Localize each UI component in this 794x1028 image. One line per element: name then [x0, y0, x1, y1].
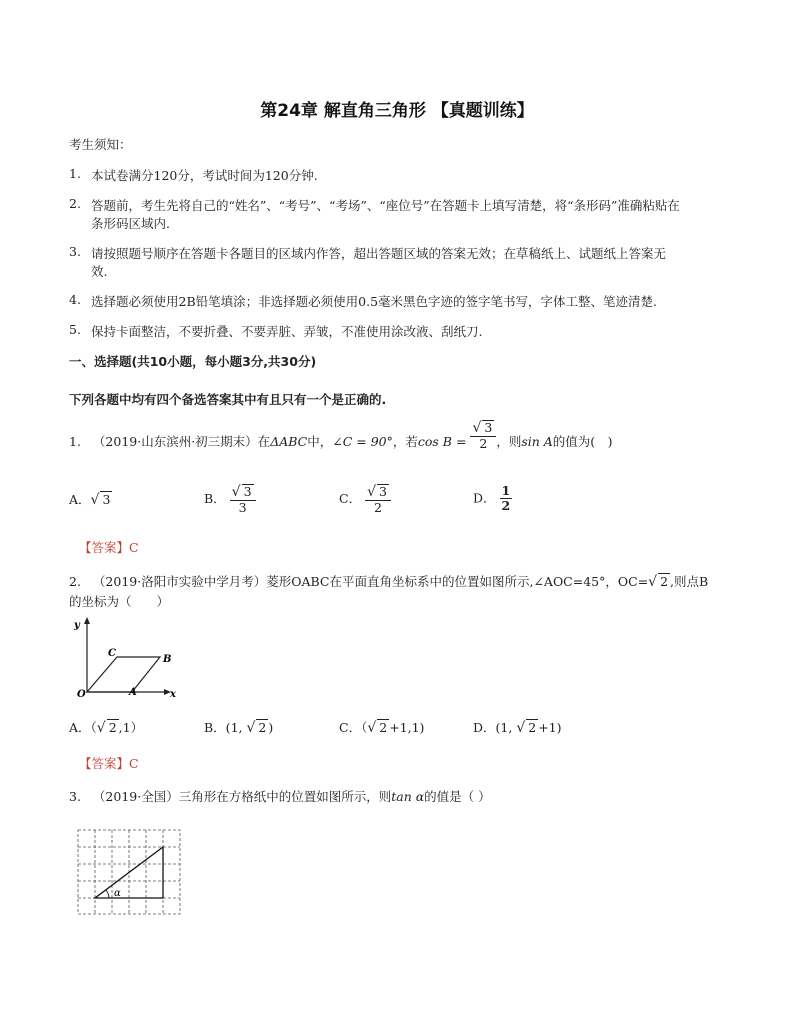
q2-label-c: C — [108, 648, 116, 659]
q2-option-c-post: +1,1) — [389, 720, 425, 735]
q1-option-c-den: 2 — [374, 500, 382, 516]
q3-num: 3. — [69, 789, 81, 804]
q1-cos: cos B = — [417, 434, 467, 449]
notice-text-1: 本试卷满分120分，考试时间为120分钟. — [91, 168, 318, 183]
q3-angle-arc — [106, 890, 109, 898]
q1-angle: ∠C = 90° — [332, 434, 393, 449]
q3-alpha-label: α — [114, 888, 121, 899]
question-2: 2. （2019·洛阳市实验中学月考）菱形OABC在平面直角坐标系中的位置如图所示,∠AOC=45°，OC=√ 2 ,则点B — [69, 574, 709, 590]
q3-text: （2019·全国）三角形在方格纸中的位置如图所示，则 — [92, 789, 392, 804]
notice-num-1: 1. — [69, 166, 81, 181]
q1-source: （2019·山东滨州·初三期末）在 — [92, 434, 271, 449]
notice-num-2: 2. — [69, 196, 81, 211]
q2-option-d[interactable]: D．(1, √ 2 +1) — [473, 720, 562, 736]
q1-options — [69, 484, 669, 524]
q2-option-b[interactable]: B．(1, √ 2 ) — [204, 720, 274, 736]
q1-option-c-label: C． — [339, 491, 362, 507]
notice-text-2: 答题前，考生先将自己的“姓名”、“考号”、“考场”、“座位号”在答题卡上填写清楚，将“条形码”准确粘贴在 — [91, 198, 680, 213]
q1-option-b[interactable] — [204, 484, 256, 515]
q1-frac-num: 3 — [484, 419, 493, 435]
notice-text-4: 选择题必须使用2B铅笔填涂；非选择题必须使用0.5毫米黑色字迹的签字笔书写，字体工整、笔迹清楚. — [91, 294, 657, 309]
q2-answer: 【答案】C — [79, 756, 139, 771]
question-1 — [69, 419, 613, 451]
section-instruction: 下列各题中均有四个备选答案其中有且只有一个是正确的. — [69, 392, 387, 407]
q1-option-a-value: 3 — [102, 492, 111, 507]
q1-option-c-num: 3 — [378, 484, 387, 499]
q1-fraction: $\frac{√ 3}{2}$ — [470, 420, 496, 451]
page-title: 第24章 解直角三角形 【真题训练】 — [260, 101, 534, 121]
q1-option-b-num: 3 — [243, 484, 252, 499]
q2-options — [69, 718, 689, 742]
q2-option-a-post: ,1） — [118, 720, 144, 735]
q1-option-d[interactable] — [473, 484, 512, 514]
q2-option-b-post: ) — [268, 720, 274, 735]
q2-option-a-rad: 2 — [108, 720, 117, 735]
notice-text-3: 请按照题号顺序在答题卡各题目的区域内作答，超出答题区域的答案无效；在草稿纸上、试题纸上答案无 — [91, 246, 667, 261]
q2-y-arrow — [84, 617, 90, 624]
q1-option-d-den: 2 — [501, 498, 511, 514]
q3-grid-figure — [74, 826, 186, 918]
q2-option-d-post: +1) — [538, 720, 562, 735]
notice-text-2-cont: 条形码区域内. — [91, 216, 170, 231]
notice-text-3-cont: 效. — [91, 264, 108, 279]
q1-option-b-label: B． — [204, 491, 226, 507]
q2-text-cont: 的坐标为（ ） — [69, 594, 170, 609]
q1-triangle: ΔABC — [270, 434, 308, 449]
q1-end: 的值为( ) — [552, 434, 613, 449]
q2-label-x: x — [170, 689, 176, 700]
notice-num-4: 4. — [69, 292, 81, 307]
q2-label-a: A — [129, 687, 137, 698]
q2-option-a-pre: A．（ — [69, 720, 97, 735]
q1-option-d-frac — [500, 484, 513, 514]
q3-tan: tan α — [391, 789, 425, 804]
q2-option-a[interactable]: A．（√ 2 ,1） — [69, 720, 144, 736]
question-3 — [69, 787, 491, 805]
q1-option-a-label: A． — [69, 492, 91, 507]
q2-option-b-pre: B．(1, — [204, 720, 243, 735]
q1-option-d-num: 1 — [501, 483, 511, 498]
notice-heading: 考生须知： — [69, 137, 132, 152]
q2-option-d-pre: D．(1, — [473, 720, 513, 735]
q2-option-c-pre: C．（ — [339, 720, 368, 735]
q1-option-b-den: 3 — [238, 500, 247, 516]
notice-num-3: 3. — [69, 244, 81, 259]
q1-option-a[interactable]: A．√ 3 — [69, 492, 111, 508]
q2-num: 2. — [69, 574, 81, 589]
q2-rhombus-figure — [70, 615, 180, 700]
notice-num-5: 5. — [69, 322, 81, 337]
q2-label-y: y — [74, 620, 80, 631]
q3-text-tail: 的值是（ ） — [424, 789, 491, 804]
q1-option-c[interactable] — [339, 484, 391, 515]
q1-sin: sin A — [521, 434, 553, 449]
q2-oc-value: 2 — [660, 574, 669, 589]
q1-mid2: ，若 — [392, 434, 418, 449]
q2-option-d-rad: 2 — [528, 720, 537, 735]
notice-text-5: 保持卡面整洁，不要折叠、不要弄脏、弄皱，不准使用涂改液、刮纸刀. — [91, 324, 483, 339]
q1-option-b-frac: $\frac{√ 3}{3}$ — [230, 484, 256, 515]
q2-option-b-rad: 2 — [258, 720, 267, 735]
q2-text: （2019·洛阳市实验中学月考）菱形OABC在平面直角坐标系中的位置如图所示,∠AOC=45°，OC= — [92, 574, 649, 589]
q2-option-c-rad: 2 — [379, 720, 388, 735]
q1-tail: ，则 — [496, 434, 522, 449]
q1-option-d-label: D． — [473, 490, 496, 506]
q1-num: 1. — [69, 434, 81, 449]
q2-text-tail: ,则点B — [670, 574, 709, 589]
section-heading: 一、选择题(共10小题，每小题3分,共30分) — [69, 354, 317, 369]
q1-option-c-frac: $\frac{√ 3}{2}$ — [365, 484, 391, 515]
q1-answer: 【答案】C — [79, 540, 139, 555]
q2-label-b: B — [163, 654, 172, 665]
q2-rhombus — [87, 657, 160, 692]
q2-option-c[interactable]: C．（√ 2 +1,1) — [339, 720, 425, 736]
q1-frac-den: 2 — [479, 435, 488, 451]
q1-mid1: 中， — [307, 434, 333, 449]
q2-label-o: O — [77, 689, 86, 700]
